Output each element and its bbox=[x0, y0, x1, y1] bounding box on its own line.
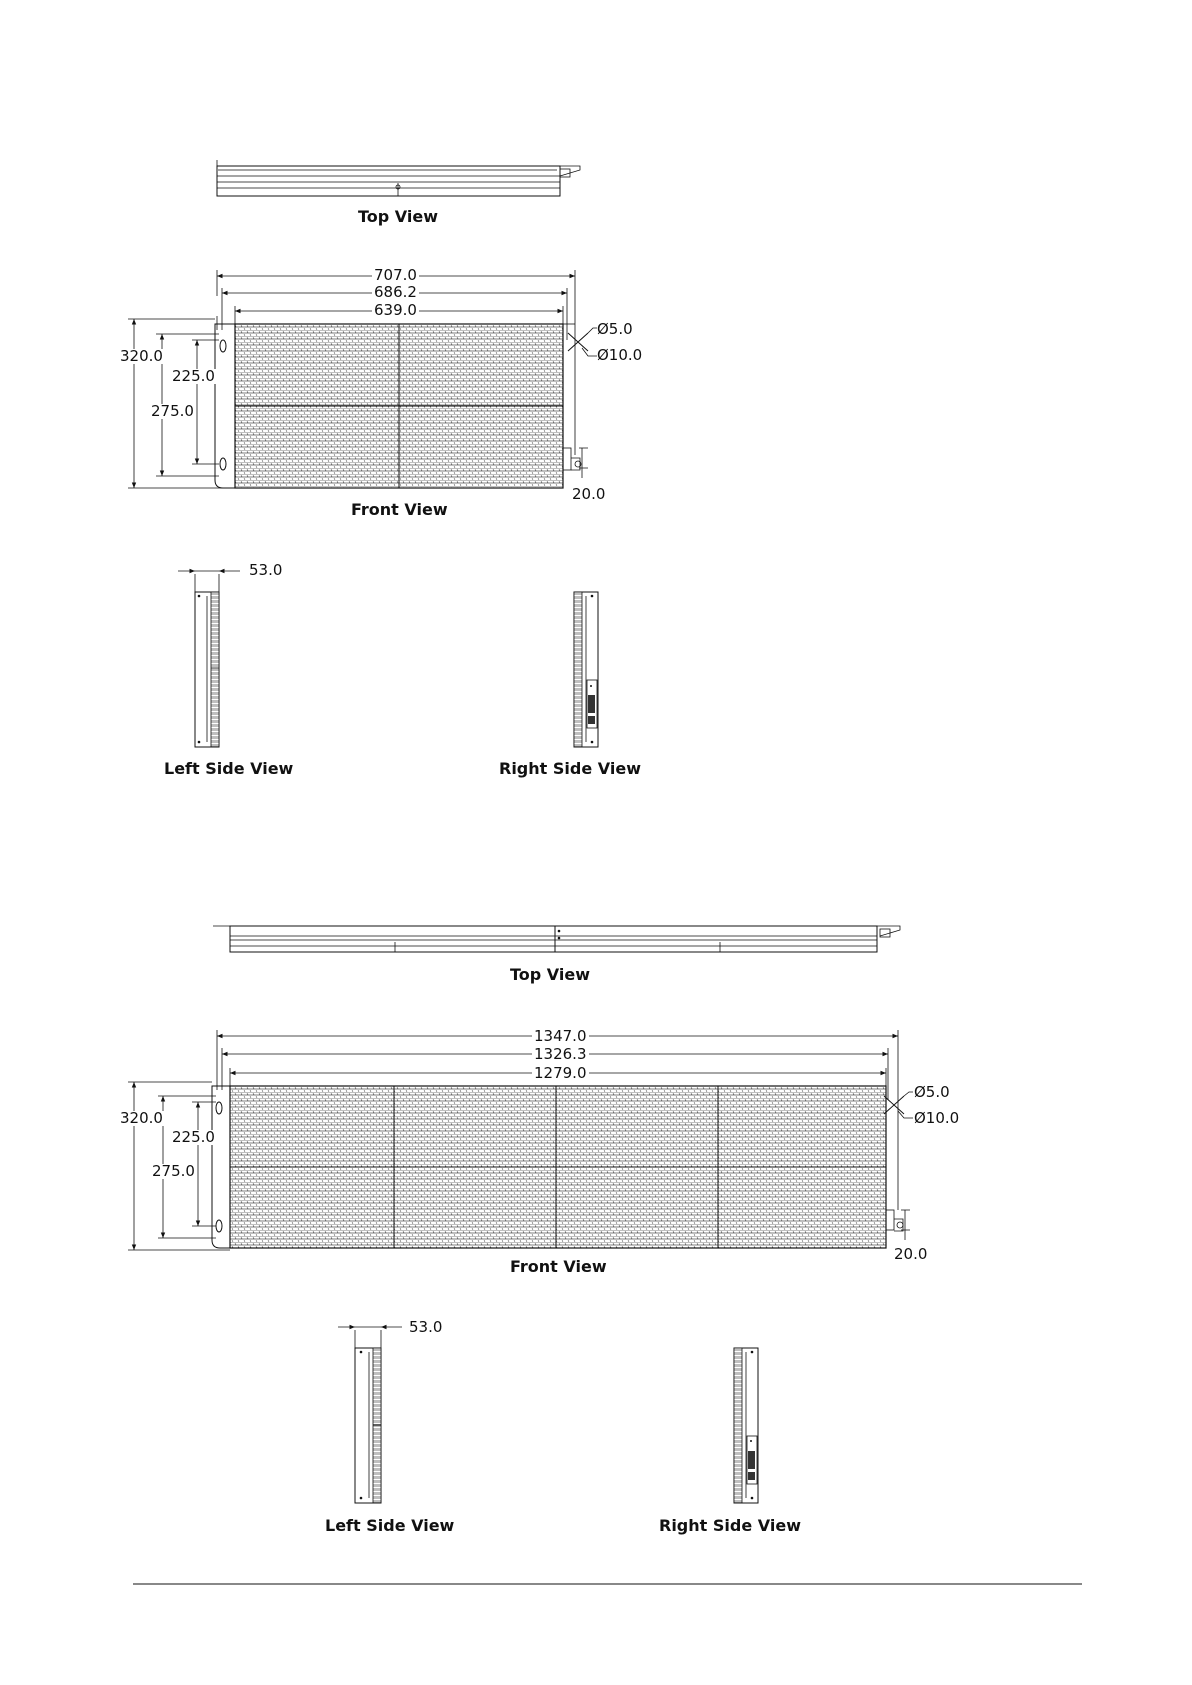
s2-dim-hole-spacing-225: 225.0 bbox=[172, 1128, 215, 1146]
s2-dim-hole-small: Ø5.0 bbox=[914, 1083, 950, 1101]
s1-dim-height: 320.0 bbox=[120, 347, 163, 365]
s1-dim-bracket-offset: 20.0 bbox=[572, 485, 606, 503]
s1-dim-hole-large: Ø10.0 bbox=[597, 346, 643, 364]
s1-right-side-view-drawing bbox=[574, 592, 598, 747]
s2-dim-hole-spacing-275: 275.0 bbox=[152, 1162, 195, 1180]
s1-dim-hole-spacing-275: 275.0 bbox=[151, 402, 194, 420]
s1-front-view-label: Front View bbox=[351, 500, 448, 519]
s2-top-view-drawing bbox=[213, 926, 900, 952]
s2-left-side-view-label: Left Side View bbox=[325, 1516, 455, 1535]
s1-dim-panel-width: 639.0 bbox=[374, 301, 417, 319]
s1-right-side-view-label: Right Side View bbox=[499, 759, 641, 778]
s1-top-view-drawing bbox=[217, 160, 580, 196]
s2-dim-depth: 53.0 bbox=[409, 1318, 443, 1336]
s2-right-side-view-drawing bbox=[734, 1348, 758, 1503]
s2-dim-mount-width: 1326.3 bbox=[534, 1045, 587, 1063]
s1-dim-overall-width: 707.0 bbox=[374, 266, 417, 284]
s2-right-side-view-label: Right Side View bbox=[659, 1516, 801, 1535]
s2-dim-panel-width: 1279.0 bbox=[534, 1064, 587, 1082]
s2-dim-height: 320.0 bbox=[120, 1109, 163, 1127]
s1-dim-hole-small: Ø5.0 bbox=[597, 320, 633, 338]
s2-top-view-label: Top View bbox=[510, 965, 591, 984]
s1-dim-hole-spacing-225: 225.0 bbox=[172, 367, 215, 385]
s2-front-view-drawing bbox=[212, 1086, 903, 1248]
s2-front-view-label: Front View bbox=[510, 1257, 607, 1276]
s1-dim-depth: 53.0 bbox=[249, 561, 283, 579]
s1-dim-mount-width: 686.2 bbox=[374, 283, 417, 301]
s1-top-view-label: Top View bbox=[358, 207, 439, 226]
s2-dim-overall-width: 1347.0 bbox=[534, 1027, 587, 1045]
s2-dim-bracket-offset: 20.0 bbox=[894, 1245, 928, 1263]
s2-dim-hole-large: Ø10.0 bbox=[914, 1109, 960, 1127]
s2-left-side-view-drawing bbox=[338, 1327, 402, 1503]
s1-left-side-view-drawing bbox=[178, 571, 240, 747]
s1-front-view-drawing bbox=[215, 324, 581, 488]
s1-left-side-view-label: Left Side View bbox=[164, 759, 294, 778]
